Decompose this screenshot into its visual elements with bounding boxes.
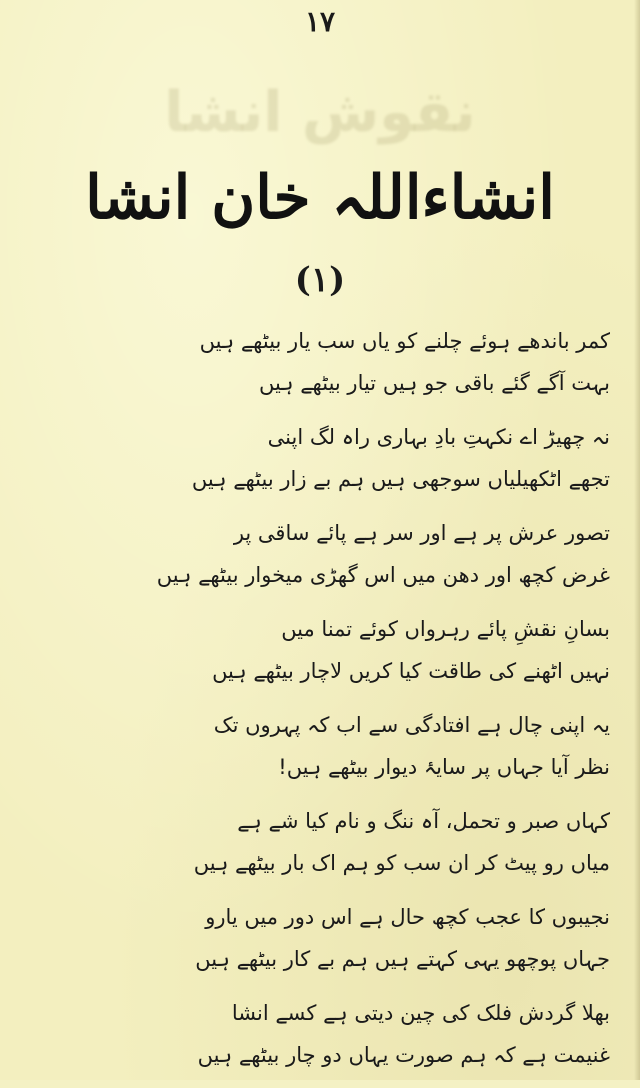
couplet [30, 896, 610, 980]
verse-line: یہ اپنی چال ہے افتادگی سے اب کہ پہروں تک [213, 713, 610, 737]
couplet [30, 800, 610, 884]
poet-title: انشاءاللہ خان انشا [85, 163, 555, 233]
couplet [30, 704, 610, 788]
verse-line: نہیں اٹھنے کی طاقت کیا کریں لاچار بیٹھے ہیں [212, 659, 610, 683]
couplet [30, 992, 610, 1076]
page-number: ۱۷ [304, 5, 336, 38]
verse-line: جہاں پوچھو یہی کہتے ہیں ہم بے کار بیٹھے ہیں [195, 947, 610, 971]
verse-line: بھلا گردش فلک کی چین دیتی ہے کسے انشا [231, 1001, 610, 1025]
ghazal-body [30, 320, 610, 1088]
verse-line: کمر باندھے ہوئے چلنے کو یاں سب یار بیٹھے ہیں [199, 329, 610, 353]
couplet [30, 512, 610, 596]
couplet [30, 416, 610, 500]
couplet [30, 320, 610, 404]
verse-line: نجیبوں کا عجب کچھ حال ہے اس دور میں یارو [205, 905, 610, 929]
verse-line: بہت آگے گئے باقی جو ہیں تیار بیٹھے ہیں [258, 371, 610, 395]
verse-line: نظر آیا جہاں پر سایۂ دیوار بیٹھے ہیں! [278, 755, 610, 779]
ghazal-number: (۱) [294, 260, 346, 300]
verse-line: تصور عرش پر ہے اور سر ہے پائے ساقی پر [233, 521, 610, 545]
couplet [30, 608, 610, 692]
faded-show-through-text: نقوش انشا [164, 80, 476, 145]
verse-line: تجھے اٹکھیلیاں سوجھی ہیں ہم بے زار بیٹھے ہیں [191, 467, 610, 491]
verse-line: غرض کچھ اور دھن میں اس گھڑی میخوار بیٹھے ہیں [156, 563, 610, 587]
verse-line: میاں رو پیٹ کر ان سب کو ہم اک بار بیٹھے ہیں [193, 851, 610, 875]
verse-line: غنیمت ہے کہ ہم صورت یہاں دو چار بیٹھے ہیں [197, 1043, 610, 1067]
verse-line: نہ چھیڑ اے نکہتِ بادِ بہاری راہ لگ اپنی [267, 425, 610, 449]
verse-line: بسانِ نقشِ پائے رہرواں کوئے تمنا میں [281, 617, 610, 641]
page-edge-shadow [634, 0, 640, 1080]
verse-line: کہاں صبر و تحمل، آہ ننگ و نام کیا شے ہے [237, 809, 610, 833]
